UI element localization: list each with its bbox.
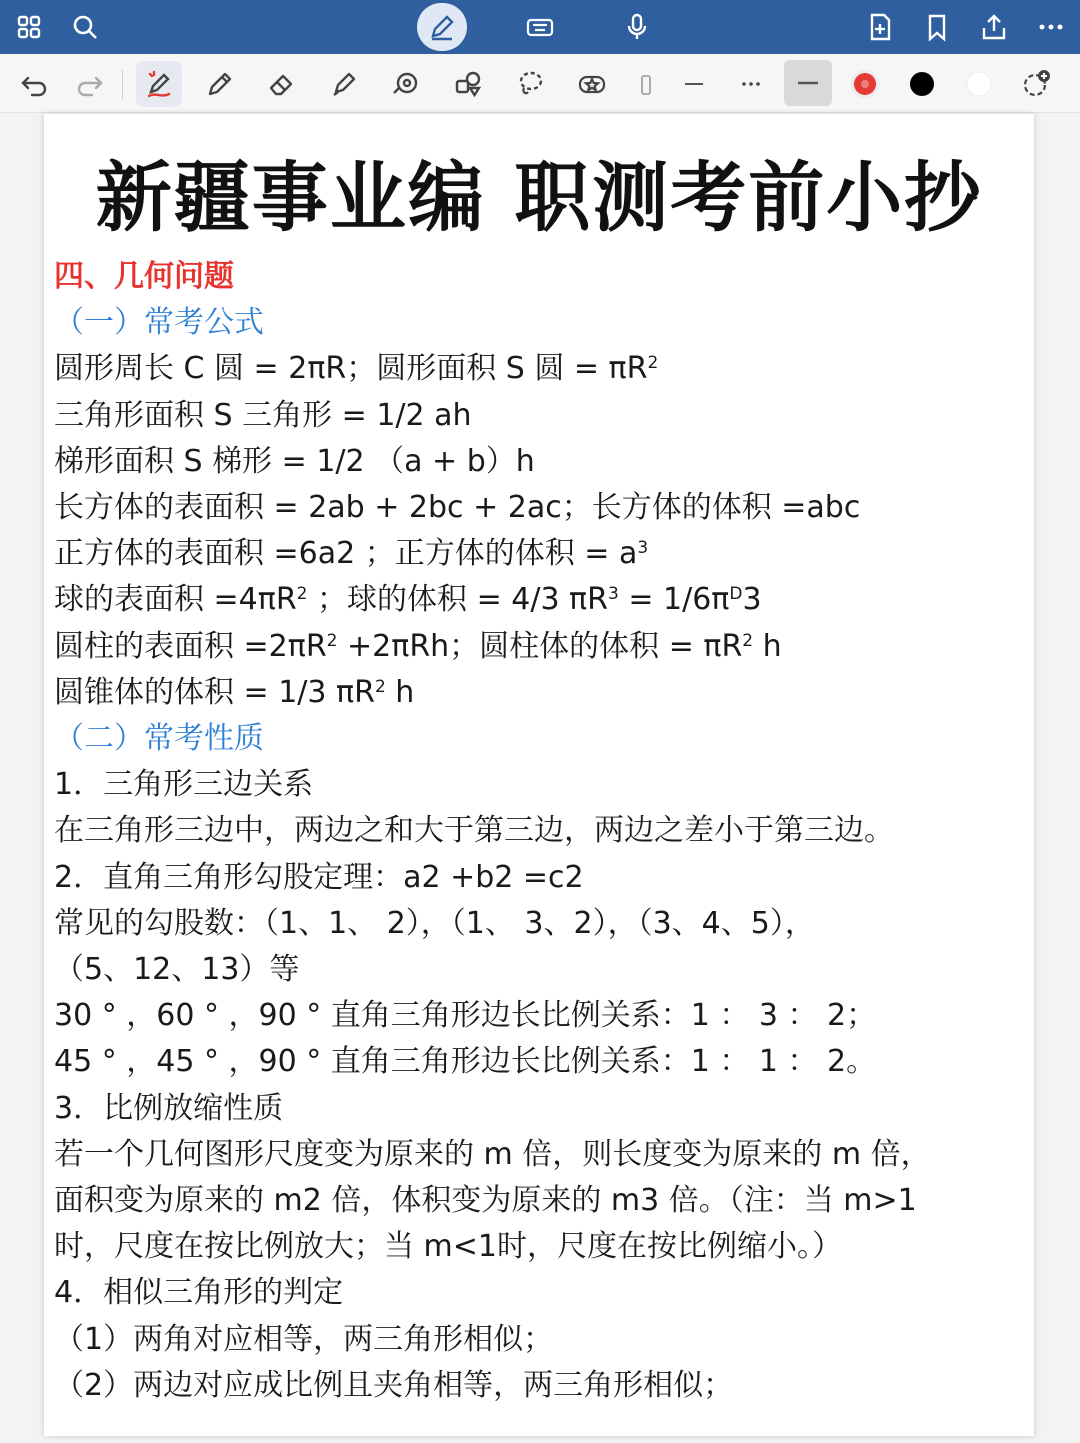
formula-line: 圆形周长 C 圆 = 2πR；圆形面积 S 圆 = $\pi R^2$ bbox=[54, 351, 659, 387]
pen-mode-icon[interactable] bbox=[417, 3, 467, 51]
text-line: 常见的勾股数：（1、1、 2），（1、 3、2），（3、4、5）， bbox=[54, 905, 815, 941]
app-bar bbox=[0, 0, 1080, 54]
formula-line: 圆柱的表面积 $=2\pi R^2 +2\pi Rh$；圆柱体的体积 = $\pi R^2$ h bbox=[54, 628, 782, 664]
line-dotted-icon[interactable] bbox=[731, 64, 771, 104]
text-line: 2．直角三角形勾股定理：a2 +b2 =c2 bbox=[54, 859, 584, 895]
note-content bbox=[54, 254, 1029, 1409]
text-line: 3．比例放缩性质 bbox=[54, 1090, 284, 1126]
subsection-heading: （二）常考性质 bbox=[54, 721, 264, 757]
formula-line: 球的表面积 $=4\pi R^2$ ；球的体积 = 4/3 $\pi R^3 = 1/6\pi^D3$ bbox=[54, 582, 762, 618]
text-line: 面积变为原来的 m2 倍，体积变为原来的 m3 倍。（注：当 m>1 bbox=[54, 1183, 917, 1219]
color-red-swatch[interactable] bbox=[845, 64, 885, 104]
add-color-icon[interactable] bbox=[1016, 64, 1056, 104]
formula-line: 长方体的表面积 = 2ab + 2bc + 2ac；长方体的体积 =abc bbox=[54, 490, 861, 526]
section-heading: 四、几何问题 bbox=[54, 259, 234, 294]
lasso-icon[interactable] bbox=[510, 64, 550, 104]
drawing-toolbar bbox=[0, 54, 1080, 113]
text-line: （2）两边对应成比例且夹角相等，两三角形相似； bbox=[54, 1367, 734, 1403]
text-line: 时，尺度在按比例放大；当 m<1时，尺度在按比例缩小。） bbox=[54, 1229, 842, 1265]
add-page-icon[interactable] bbox=[861, 8, 899, 46]
pencil-icon[interactable] bbox=[200, 64, 240, 104]
tool-partial-icon[interactable] bbox=[634, 64, 654, 104]
search-icon[interactable] bbox=[66, 8, 104, 46]
line-solid-icon[interactable] bbox=[784, 60, 832, 106]
grid-icon[interactable] bbox=[10, 8, 48, 46]
text-line: 1．三角形三边关系 bbox=[54, 767, 314, 803]
color-black-swatch[interactable] bbox=[902, 64, 942, 104]
note-title: 新疆事业编 职测考前小抄 bbox=[95, 153, 983, 242]
formula-line: 梯形面积 S 梯形 = 1/2 （a + b）h bbox=[54, 443, 535, 479]
color-white-swatch[interactable] bbox=[959, 64, 999, 104]
text-line: 在三角形三边中，两边之和大于第三边，两边之差小于第三边。 bbox=[54, 813, 894, 849]
more-icon[interactable] bbox=[1032, 8, 1070, 46]
shape-icon[interactable] bbox=[386, 64, 426, 104]
text-line: 4．相似三角形的判定 bbox=[54, 1275, 344, 1311]
magic-pen-icon[interactable] bbox=[136, 61, 182, 107]
line-solid-thin-icon[interactable] bbox=[674, 64, 714, 104]
text-line: （1）两角对应相等，两三角形相似； bbox=[54, 1321, 554, 1357]
note-page[interactable] bbox=[44, 114, 1034, 1436]
text-line: （5、12、13）等 bbox=[54, 952, 300, 988]
text-line: 45 ° ，45 ° ，90 ° 直角三角形边长比例关系：1 ： 1 ： 2。 bbox=[54, 1044, 877, 1080]
undo-icon[interactable] bbox=[14, 64, 54, 104]
keyboard-icon[interactable] bbox=[521, 8, 559, 46]
star-icon[interactable] bbox=[572, 64, 612, 104]
formula-line: 三角形面积 S 三角形 = 1/2 ah bbox=[54, 397, 472, 433]
share-icon[interactable] bbox=[975, 8, 1013, 46]
text-line: 若一个几何图形尺度变为原来的 m 倍，则长度变为原来的 m 倍， bbox=[54, 1136, 931, 1172]
redo-icon[interactable] bbox=[70, 64, 110, 104]
sticker-icon[interactable] bbox=[448, 64, 488, 104]
formula-line: 正方体的表面积 =6a2 ；正方体的体积 = $a^3$ bbox=[54, 536, 649, 572]
text-line: 30 ° ，60 ° ，90 ° 直角三角形边长比例关系：1 ： 3 ： 2； bbox=[54, 998, 877, 1034]
subsection-heading: （一）常考公式 bbox=[54, 305, 264, 341]
highlighter-icon[interactable] bbox=[324, 64, 364, 104]
bookmark-icon[interactable] bbox=[918, 8, 956, 46]
mic-icon[interactable] bbox=[618, 8, 656, 46]
eraser-icon[interactable] bbox=[262, 64, 302, 104]
formula-line: 圆锥体的体积 = 1/3 $\pi R^2$ h bbox=[54, 674, 415, 710]
toolbar-divider bbox=[122, 70, 123, 100]
